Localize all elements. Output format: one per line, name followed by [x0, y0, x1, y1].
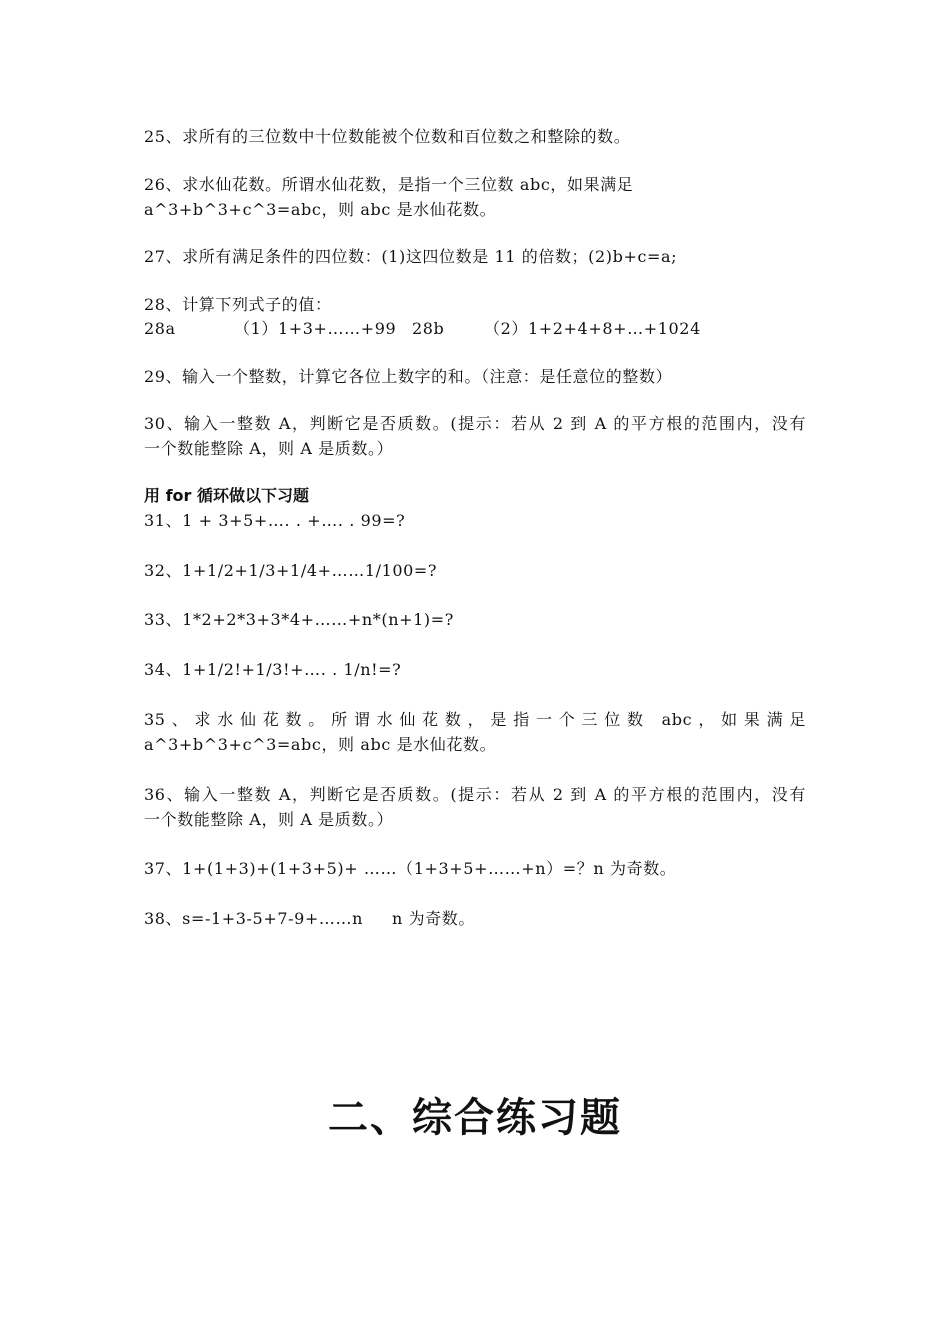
problem-26-line-1: 26、求水仙花数。所谓水仙花数，是指一个三位数 abc，如果满足: [144, 175, 634, 194]
problem-28a-label: 28a: [144, 319, 176, 338]
problem-26-line-2: a^3+b^3+c^3=abc，则 abc 是水仙花数。: [144, 200, 497, 219]
problem-36-line-2: 一个数能整除 A，则 A 是质数。）: [144, 810, 394, 829]
problem-38-note: n 为奇数。: [392, 909, 475, 928]
problem-28b-label: 28b: [412, 319, 445, 338]
for-loop-section-heading: 用 for 循环做以下习题: [144, 486, 309, 505]
problem-28b-expression: （2）1+2+4+8+…+1024: [484, 319, 701, 338]
problem-34: 34、1+1/2!+1/3!+…. . 1/n!=?: [144, 660, 402, 679]
problem-33: 33、1*2+2*3+3*4+……+n*(n+1)=?: [144, 610, 454, 629]
problem-32: 32、1+1/2+1/3+1/4+……1/100=?: [144, 561, 438, 580]
problem-30-line-2: 一个数能整除 A，则 A 是质数。）: [144, 439, 394, 458]
problem-27: 27、求所有满足条件的四位数：(1)这四位数是 11 的倍数；(2)b+c=a;: [144, 247, 678, 266]
problem-37: 37、1+(1+3)+(1+3+5)+ ……（1+3+5+……+n）=？n 为奇数。: [144, 859, 677, 878]
problem-31: 31、1 + 3+5+…. . +…. . 99=?: [144, 511, 406, 530]
problem-35-line-1: 35、求水仙花数。所谓水仙花数，是指一个三位数 abc，如果满足: [144, 710, 806, 729]
problem-36-line-1: 36、输入一整数 A，判断它是否质数。(提示：若从 2 到 A 的平方根的范围内，没有: [144, 785, 806, 804]
problem-38-expression: 38、s=-1+3-5+7-9+……n: [144, 909, 364, 928]
problem-28-intro: 28、计算下列式子的值：: [144, 295, 332, 314]
problem-35-line-2: a^3+b^3+c^3=abc，则 abc 是水仙花数。: [144, 735, 497, 754]
section-title: 二、综合练习题: [328, 1095, 622, 1141]
problem-29: 29、输入一个整数，计算它各位上数字的和。（注意：是任意位的整数）: [144, 367, 673, 386]
problem-30-line-1: 30、输入一整数 A，判断它是否质数。(提示：若从 2 到 A 的平方根的范围内，没有: [144, 414, 806, 433]
problem-28a-expression: （1）1+3+……+99: [234, 319, 397, 338]
problem-25: 25、求所有的三位数中十位数能被个位数和百位数之和整除的数。: [144, 127, 631, 146]
